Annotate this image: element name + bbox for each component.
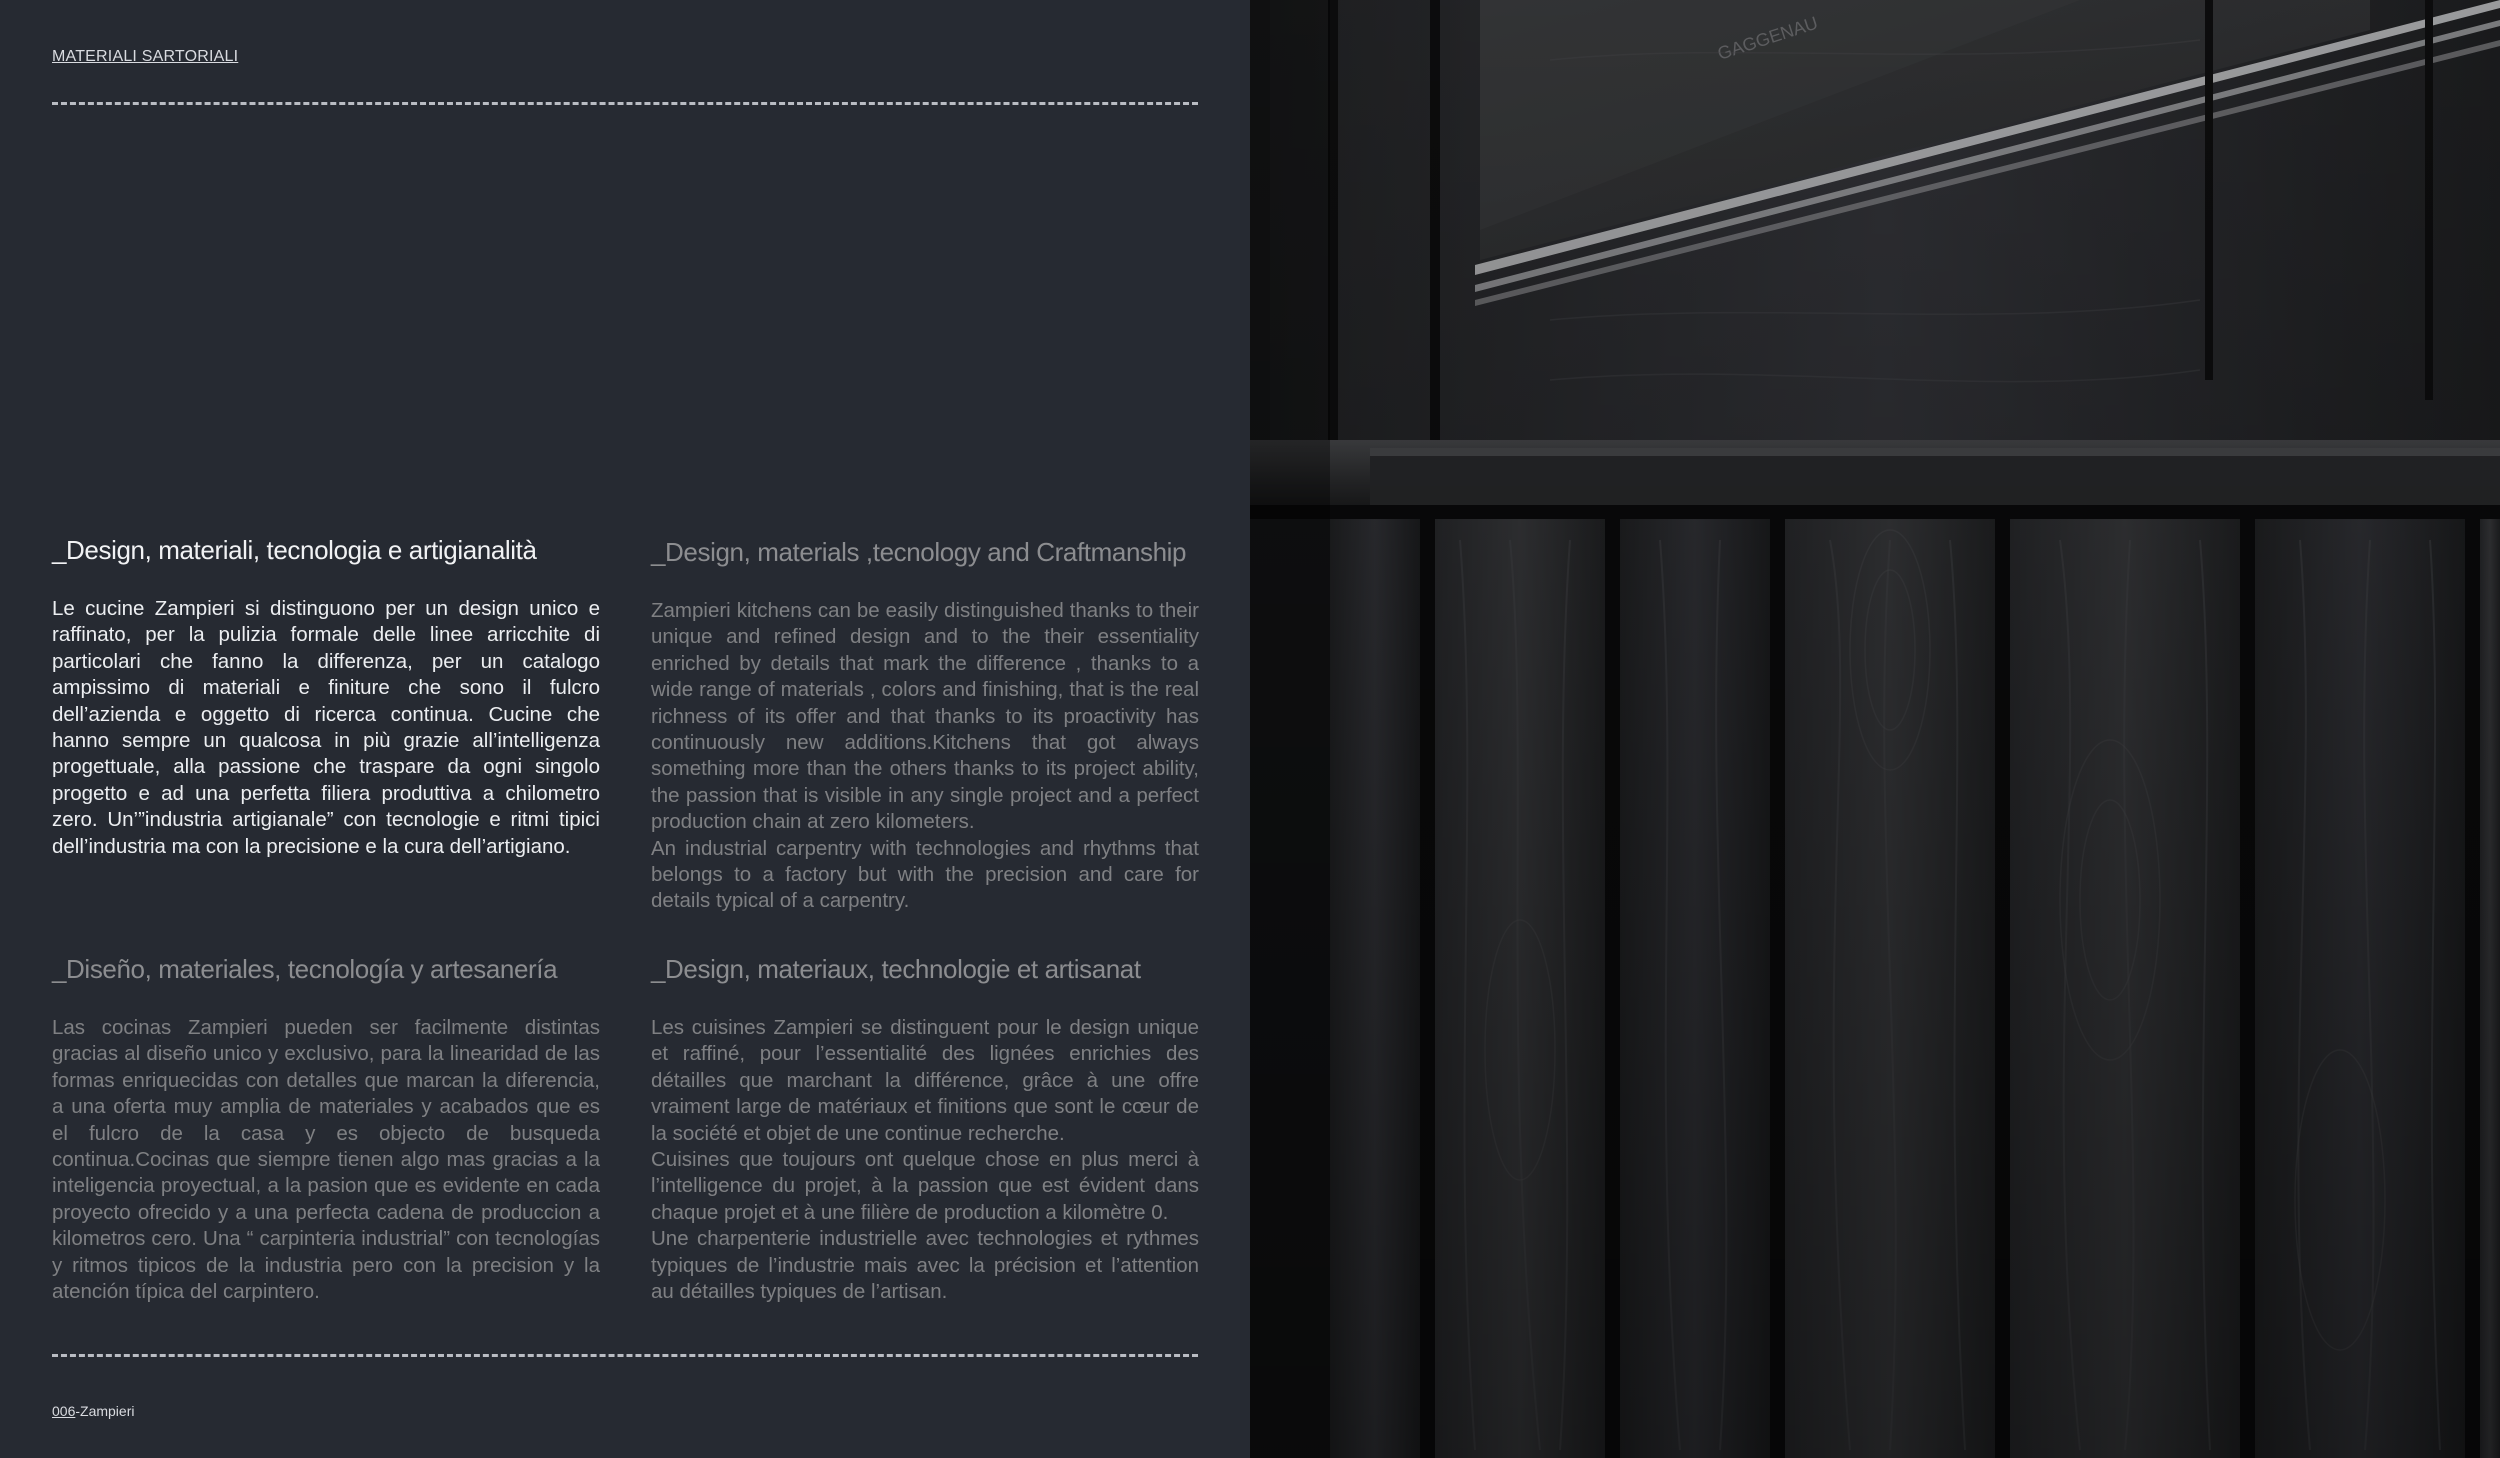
french-body: Les cuisines Zampieri se distinguent pour le design unique et raffiné, pour l’essentialité des lignées enrichies des détailles que marchant la différence, grâce à une offre vraiment large de matériaux et finitions que sont le cœur de la société et objet de une continue recherche. Cuisines que toujours ont quelque chose en plus merci à l’intelligence du projet, à la passion que est évident dans chaque projet et à une filière de production a kilomètre 0. Une charpenterie industrielle avec technologies et rythmes typiques de l’industrie mais avec la précision et l’attention au détailles typiques de l’artisan.	[651, 1016, 1199, 1304]
italian-title: _Design, materiali, tecnologia e artigianalità	[52, 535, 537, 565]
footer-brand: -Zampieri	[75, 1403, 135, 1419]
english-column	[651, 536, 1199, 915]
dashed-divider-bottom	[52, 1354, 1198, 1357]
page-number: 006	[52, 1403, 76, 1419]
dashed-divider-top	[52, 102, 1198, 105]
italian-column	[52, 534, 600, 860]
photo-illustration	[1250, 0, 2500, 1458]
spanish-body: Las cocinas Zampieri pueden ser facilmente distintas gracias al diseño unico y exclusivo, para la linearidad de las formas enriquecidas con detalles que marcan la diferencia, a una oferta muy amplia de materiales y acabados que es el fulcro de la casa y es objecto de busqueda continua.Cocinas que siempre tienen algo mas gracias a la inteligencia proyectual, a la pasion que es evidente en cada proyecto ofrecido y a una perfecta cadena de produccion a kilometros cero. Una “ carpinteria industrial” con tecnologías y ritmos tipicos de la industria pero con la precision y la atención típica del carpintero.	[52, 1016, 600, 1304]
spanish-title: _Diseño, materiales, tecnología y artesanería	[52, 954, 558, 984]
italian-body: Le cucine Zampieri si distinguono per un design unico e raffinato, per la pulizia formale delle linee arricchite di particolari che fanno la differenza, per un catalogo ampissimo di materiali e finiture che sono il fulcro dell’azienda e oggetto di ricerca continua. Cucine che hanno sempre un qualcosa in più grazie all’intelligenza progettuale, alla passione che traspare da ogni singolo progetto e ad una perfetta filiera produttiva a chilometro zero. Un’”industria artigianale” con tecnologie e ritmi tipici dell’industria ma con la precisione e la cura dell’artigiano.	[52, 597, 600, 858]
english-title: _Design, materials ,tecnology and Craftmanship	[651, 537, 1187, 567]
spanish-column	[52, 953, 600, 1305]
wood-panel-photo	[1250, 0, 2500, 1458]
french-title: _Design, materiaux, technologie et artisanat	[651, 954, 1141, 984]
section-label: MATERIALI SARTORIALI	[52, 48, 239, 65]
page-footer	[52, 1403, 134, 1419]
english-body: Zampieri kitchens can be easily distinguished thanks to their unique and refined design and to the their essentiality enriched by details that mark the difference , thanks to a wide range of materials , colors and finishing, that is the real richness of its offer and that thanks to its proactivity has continuously new additions.Kitchens that got always something more than the others thanks to its project ability, the passion that is visible in any single project and a perfect production chain at zero kilometers. An industrial carpentry with technologies and rhythms that belongs to a factory but with the precision and care for details typical of a carpentry.	[651, 599, 1199, 913]
french-column	[651, 953, 1199, 1305]
